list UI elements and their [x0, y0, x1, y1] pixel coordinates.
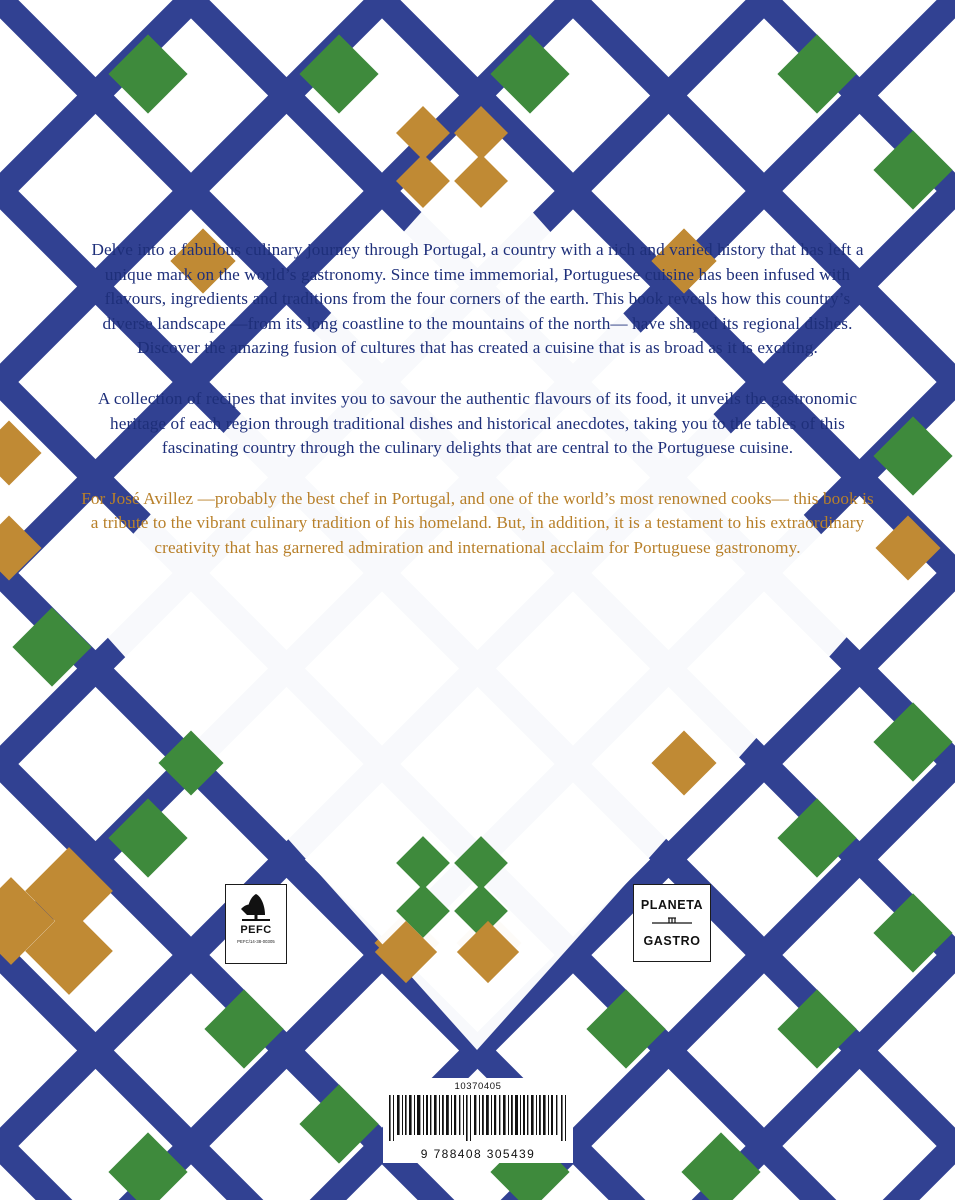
publisher-line-1: PLANETA: [640, 897, 704, 912]
publisher-line-2: GASTRO: [643, 933, 701, 948]
pefc-certificate-code: PEFC/14-38-00305: [237, 939, 275, 944]
barcode-bars: [387, 1095, 569, 1141]
barcode-top-number: 10370405: [454, 1081, 502, 1092]
pefc-wordmark: PEFC: [240, 924, 272, 936]
pefc-logo: [225, 884, 287, 964]
paragraph-intro: Delve into a fabulous culinary journey through Portugal, a country with a rich and varied history that has left a unique mark on the world’s gastronomy. Since time immemorial, Portuguese cuisine has been infused with flavours, ingredients and traditions from the four corners of the earth. This book reveals how this country’s diverse landscape —from its long coastline to the mountains of the north— have shaped its regional dishes. Discover the amazing fusion of cultures that has created a cuisine that is as broad as it is exciting.: [91, 240, 864, 358]
barcode-isbn-digits: 9 788408 305439: [420, 1147, 536, 1161]
paragraph-author: For José Avillez —probably the best chef in Portugal, and one of the world’s most renowned cooks— this book is a tribute to the vibrant culinary tradition of his homeland. But, in addition, it is a testament to his extraordinary creativity that has garnered admiration and international acclaim for Portuguese gastronomy.: [81, 488, 874, 557]
paragraph-collection: A collection of recipes that invites you to savour the authentic flavours of its food, it unveils the gastronomic heritage of each region through traditional dishes and historical anecdotes, taking you to the tables of this fascinating country through the culinary delights that are central to the Portuguese cuisine.: [97, 388, 858, 458]
back-cover-copy: [0, 238, 955, 587]
pefc-tree-icon: [239, 889, 273, 923]
fork-icon: [650, 915, 694, 931]
planeta-gastro-logo: [633, 884, 711, 962]
barcode: [383, 1078, 573, 1163]
